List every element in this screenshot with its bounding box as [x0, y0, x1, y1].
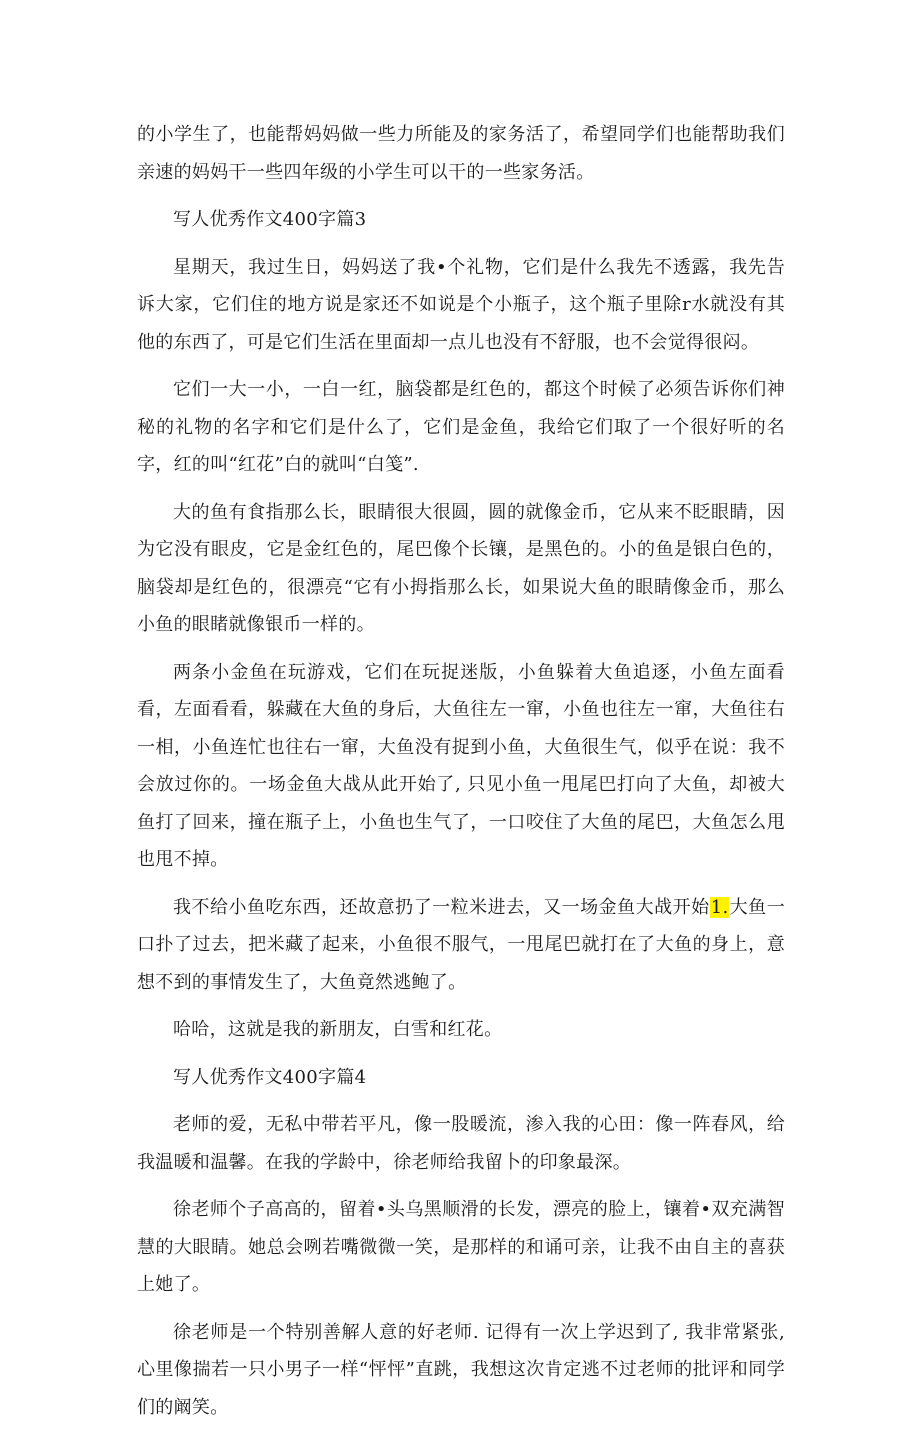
paragraph-5: 两条小金鱼在玩游戏，它们在玩捉迷版，小鱼躲着大鱼追逐，小鱼左面看看，左面看看，躲藏在大鱼的身后，大鱼往左一窜，小鱼也往左一窜，大鱼往右一相，小鱼连忙也往右一窜，大鱼没有捉到小鱼，大鱼很生气，似乎在说：我不会放过你的。一场金鱼大战从此开始了, 只见小鱼一甩尾巴打向了大鱼，却被大鱼打了回来，撞在瓶子上，小鱼也生气了，一口咬住了大鱼的尾巴，大鱼怎么甩也甩不掉。: [137, 661, 785, 870]
section-heading-3: 写人优秀作文400字篇3: [173, 209, 367, 230]
paragraph-4: 大的鱼有食指那么长，眼睛很大很圆，圆的就像金币，它从来不眨眼睛，因为它没有眼皮，它是金红色的，尾巴像个长镶，是黑色的。小的鱼是银白色的，脑袋却是红色的，很漂亮“它有小拇指那么长，如果说大鱼的眼睛像金币，那么小鱼的眼睹就像银币一样的。: [137, 501, 785, 635]
paragraph-1: 的小学生了，也能帮妈妈做一些力所能及的家务活了，希望同学们也能帮助我们亲速的妈妈干一些四年级的小学生可以干的一些家务活。: [137, 124, 785, 183]
paragraph-6-start: 我不给小鱼吃东西，还故意扔了一粒米进去，又一场金鱼大战开始: [173, 896, 710, 918]
section-heading-4: 写人优秀作文400字篇4: [173, 1066, 367, 1088]
document-body: [137, 116, 785, 1436]
paragraph-8: 老师的爱，无私中带若平凡，像一股暖流，渗入我的心田：像一阵春风，给我温暖和温馨。在我的学龄中，徐老师给我留卜的印象最深。: [137, 1114, 785, 1173]
paragraph-2: 星期天，我过生日，妈妈送了我•个礼物，它们是什么我先不透露，我先告诉大家，它们住的地方说是家还不如说是个小瓶子，这个瓶子里除r水就没有其他的东西了，可是它们生活在里面却一点儿也没有不舒服，也不会觉得很闷。: [137, 256, 785, 353]
paragraph-3: 它们一大一小，一白一红，脑袋都是红色的，都这个时候了必须告诉你们神秘的礼物的名字和它们是什么了，它们是金鱼，我给它们取了一个很好听的名字，红的叫“红花”白的就叫“白笺”.: [137, 379, 785, 475]
highlighted-mark: 1.: [710, 896, 729, 918]
paragraph-6-end: 大鱼一口扑了过去，把米藏了起来，小鱼很不服气，一甩尾巴就打在了大鱼的身上，意想不到的事情发生了，大鱼竟然逃鲍了。: [137, 896, 785, 993]
paragraph-6: [137, 889, 785, 1002]
paragraph-9: 徐老师个子高高的，留着•头乌黑顺滑的长发，漂亮的脸上，镶着•双充满智慧的大眼睛。她总会咧若嘴微微一笑，是那样的和诵可亲，让我不由自主的喜获上她了。: [137, 1199, 785, 1295]
paragraph-7: 哈哈，这就是我的新朋友，白雪和红花。: [173, 1019, 503, 1040]
paragraph-10: 徐老师是一个特别善解人意的好老师. 记得有一次上学迟到了, 我非常紧张, 心里像揣若一只小男子一样“怦怦”直跳，我想这次肯定逃不过老师的批评和同学们的阚笑。: [137, 1321, 785, 1418]
